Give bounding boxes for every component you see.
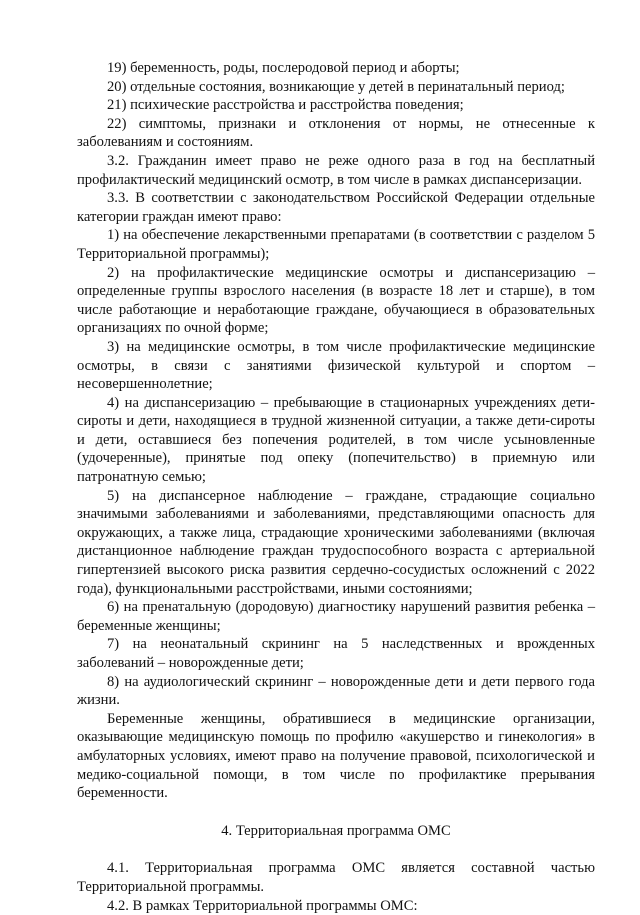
paragraph: 6) на пренатальную (дородовую) диагностику нарушений развития ребенка – беременные женщины; [77,599,595,634]
section-heading: 4. Территориальная программа ОМС [221,822,451,839]
paragraph: 7) на неонатальный скрининг на 5 наследственных и врожденных заболеваний – новорожденные дети; [77,636,595,671]
paragraph: 3.3. В соответствии с законодательством Российской Федерации отдельные категории граждан имеют право: [77,190,595,225]
paragraph: 5) на диспансерное наблюдение – граждане, страдающие социально значимыми заболеваниями и заболеваниями, представляющими опасность для окружающих, а также лица, страдающие хроническими заболеваниями (включая дистанционное наблюдение граждан трудоспособного возраста с артериальной гипертензией высокого риска развития сердечно-сосудистых осложнений с 2022 года), функциональными расстройствами, иными состояниями; [77,487,595,597]
paragraph: 21) психические расстройства и расстройства поведения; [107,97,464,114]
document-page [77,59,595,915]
paragraph: 2) на профилактические медицинские осмотры и диспансеризацию – определенные группы взрослого населения (в возрасте 18 лет и старше), в том числе работающие и неработающие граждане, обучающиеся в образовательных организациях по очной форме; [77,264,595,337]
paragraph: 1) на обеспечение лекарственными препаратами (в соответствии с разделом 5 Территориальной программы); [77,227,595,262]
paragraph: Беременные женщины, обратившиеся в медицинские организации, оказывающие медицинскую помощь по профилю «акушерство и гинекология» в амбулаторных условиях, имеют право на получение правовой, психологической и медико-социальной помощи, в том числе по профилактике прерывания беременности. [77,710,595,802]
paragraph: 22) симптомы, признаки и отклонения от нормы, не отнесенные к заболеваниям и состояниям. [77,115,595,151]
paragraph: 20) отдельные состояния, возникающие у детей в перинатальный период; [107,78,565,95]
paragraph: 3) на медицинские осмотры, в том числе профилактические медицинские осмотры, в связи с занятиями физической культурой и спортом – несовершеннолетние; [77,338,595,393]
paragraph: 3.2. Гражданин имеет право не реже одного раза в год на бесплатный профилактический медицинский осмотр, в том числе в рамках диспансеризации. [77,152,595,188]
paragraph: 4.1. Территориальная программа ОМС является составной частью Территориальной программы. [77,860,595,895]
paragraph: 4.2. В рамках Территориальной программы ОМС: [107,897,418,914]
paragraph: 4) на диспансеризацию – пребывающие в стационарных учреждениях дети-сироты и дети, находящиеся в трудной жизненной ситуации, а также дети-сироты и дети, оставшиеся без попечения родителей, в том числе усыновленные (удочеренные), принятые под опеку (попечительство) в приемную или патронатную семью; [77,394,595,486]
paragraph: 19) беременность, роды, послеродовой период и аборты; [107,60,460,76]
paragraph: 8) на аудиологический скрининг – новорожденные дети и дети первого года жизни. [77,673,595,709]
